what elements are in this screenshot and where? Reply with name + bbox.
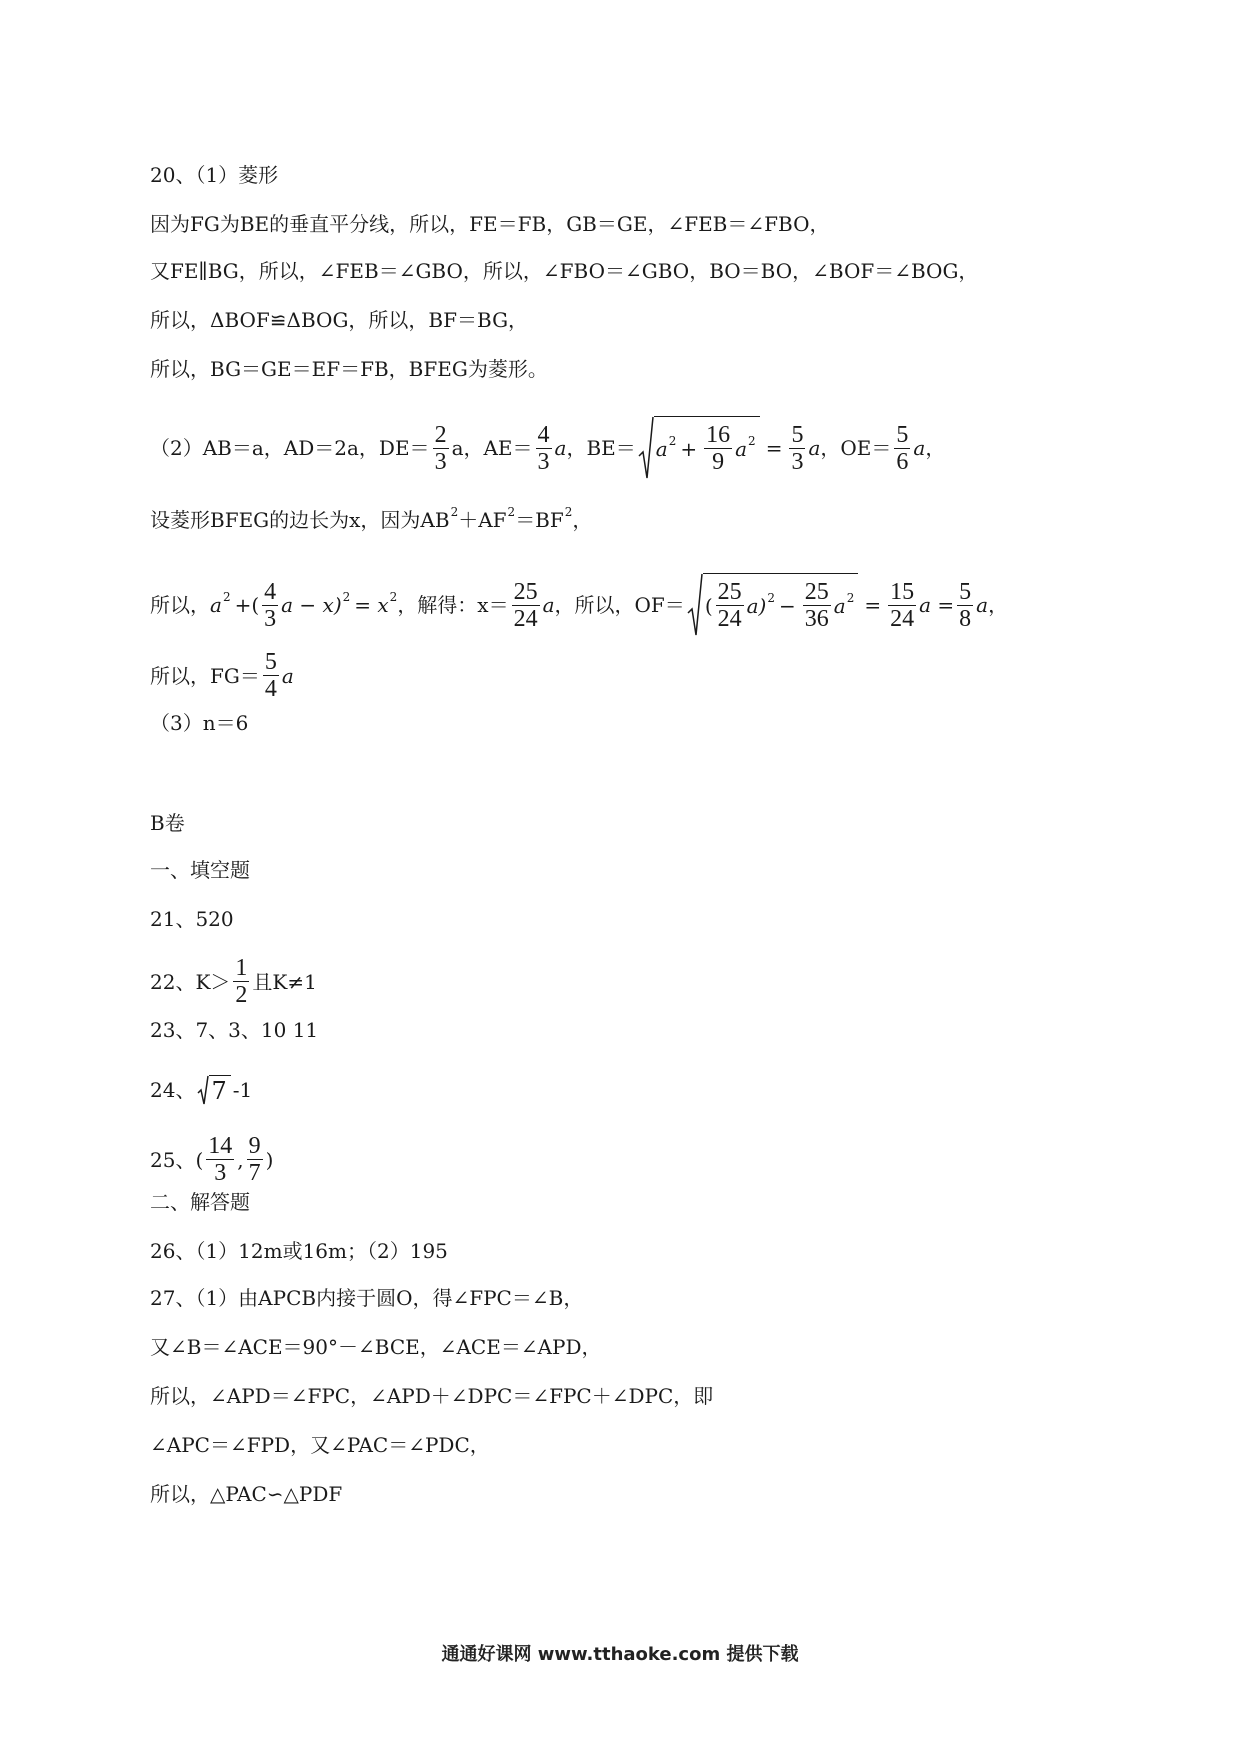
fraction-de: $\frac{2}{3}$ — [434, 421, 447, 475]
q20-line10: （3）n＝6 — [150, 711, 249, 735]
fraction-be-result: $\frac{5}{3}$ — [791, 421, 804, 475]
section-answer-questions: 二、解答题 — [150, 1190, 250, 1214]
q27-line4: ∠APC＝∠FPD，又∠PAC＝∠PDC， — [150, 1433, 490, 1457]
q21: 21、520 — [150, 907, 234, 931]
q25: 25、( $\frac{14}{3}$ , $\frac{9}{7}$ ) — [150, 1133, 274, 1186]
q23: 23、7、3、10 11 — [150, 1018, 319, 1042]
sqrt-be: a $^2$ + $\frac{16}{9}$ a $^2$ — [638, 416, 760, 480]
q20-line5: 所以，BG＝GE＝EF＝FB，BFEG为菱形。 — [150, 357, 548, 381]
fraction-oe: $\frac{5}{6}$ — [896, 421, 909, 475]
q20-line9: 所以，FG＝ $\frac{5}{4}$ a — [150, 649, 294, 702]
page-footer: 通通好课网 www.tthaoke.com 提供下载 — [441, 1644, 799, 1665]
section-fill-in-blank: 一、填空题 — [150, 858, 250, 882]
q20-line8: 所以， a $^2$ +( $\frac{4}{3}$ a − x) $^2$ = x $^2$ ，解得：x＝ $\frac{25}{24}$ a ，所以，OF＝ ( $\frac{25}{24}$ a) $^2$ − $\frac{25}{36}$ a $^2$ = $\frac{15}{24}$ a = $\frac{5}{8}$ a ， — [150, 573, 1008, 637]
fraction-ae: $\frac{4}{3}$ — [537, 421, 550, 475]
q20-line1: 20、（1）菱形 — [150, 163, 279, 187]
q20-line3: 又FE∥BG，所以，∠FEB＝∠GBO，所以，∠FBO＝∠GBO，BO＝BO，∠BOF＝∠BOG， — [150, 259, 979, 283]
q20-line4: 所以，ΔBOF≌ΔBOG，所以，BF＝BG， — [150, 308, 529, 332]
q20-line6: （2）AB＝a，AD＝2a，DE＝ $\frac{2}{3}$ a，AE＝ $\frac{4}{3}$ a ，BE＝ a $^2$ + $\frac{16}{9}$ a $^2$ = $\frac{5}{3}$ a ，OE＝ $\frac{5}{6}$ a ， — [150, 416, 945, 480]
q22: 22、K＞ $\frac{1}{2}$ 且K≠1 — [150, 955, 317, 1008]
sqrt-seven: 7 — [197, 1075, 230, 1105]
q27-line2: 又∠B＝∠ACE＝90°－∠BCE，∠ACE＝∠APD， — [150, 1335, 602, 1359]
part-b-title: B卷 — [150, 811, 185, 835]
q27-line3: 所以，∠APD＝∠FPC，∠APD＋∠DPC＝∠FPC＋∠DPC，即 — [150, 1384, 714, 1408]
q26: 26、（1）12m或16m；（2）195 — [150, 1239, 448, 1263]
sqrt-of: ( $\frac{25}{24}$ a) $^2$ − $\frac{25}{36}$ a $^2$ — [687, 573, 859, 637]
q24: 24、 7 -1 — [150, 1076, 253, 1105]
q20-line7: 设菱形BFEG的边长为x，因为AB $^2$ ＋AF $^2$ ＝BF $^2$ ， — [150, 505, 593, 532]
q20-line2: 因为FG为BE的垂直平分线，所以，FE＝FB，GB＝GE，∠FEB＝∠FBO， — [150, 212, 830, 236]
q27-line5: 所以，△PAC∽△PDF — [150, 1482, 343, 1506]
q27-line1: 27、（1）由APCB内接于圆O，得∠FPC＝∠B， — [150, 1286, 584, 1310]
